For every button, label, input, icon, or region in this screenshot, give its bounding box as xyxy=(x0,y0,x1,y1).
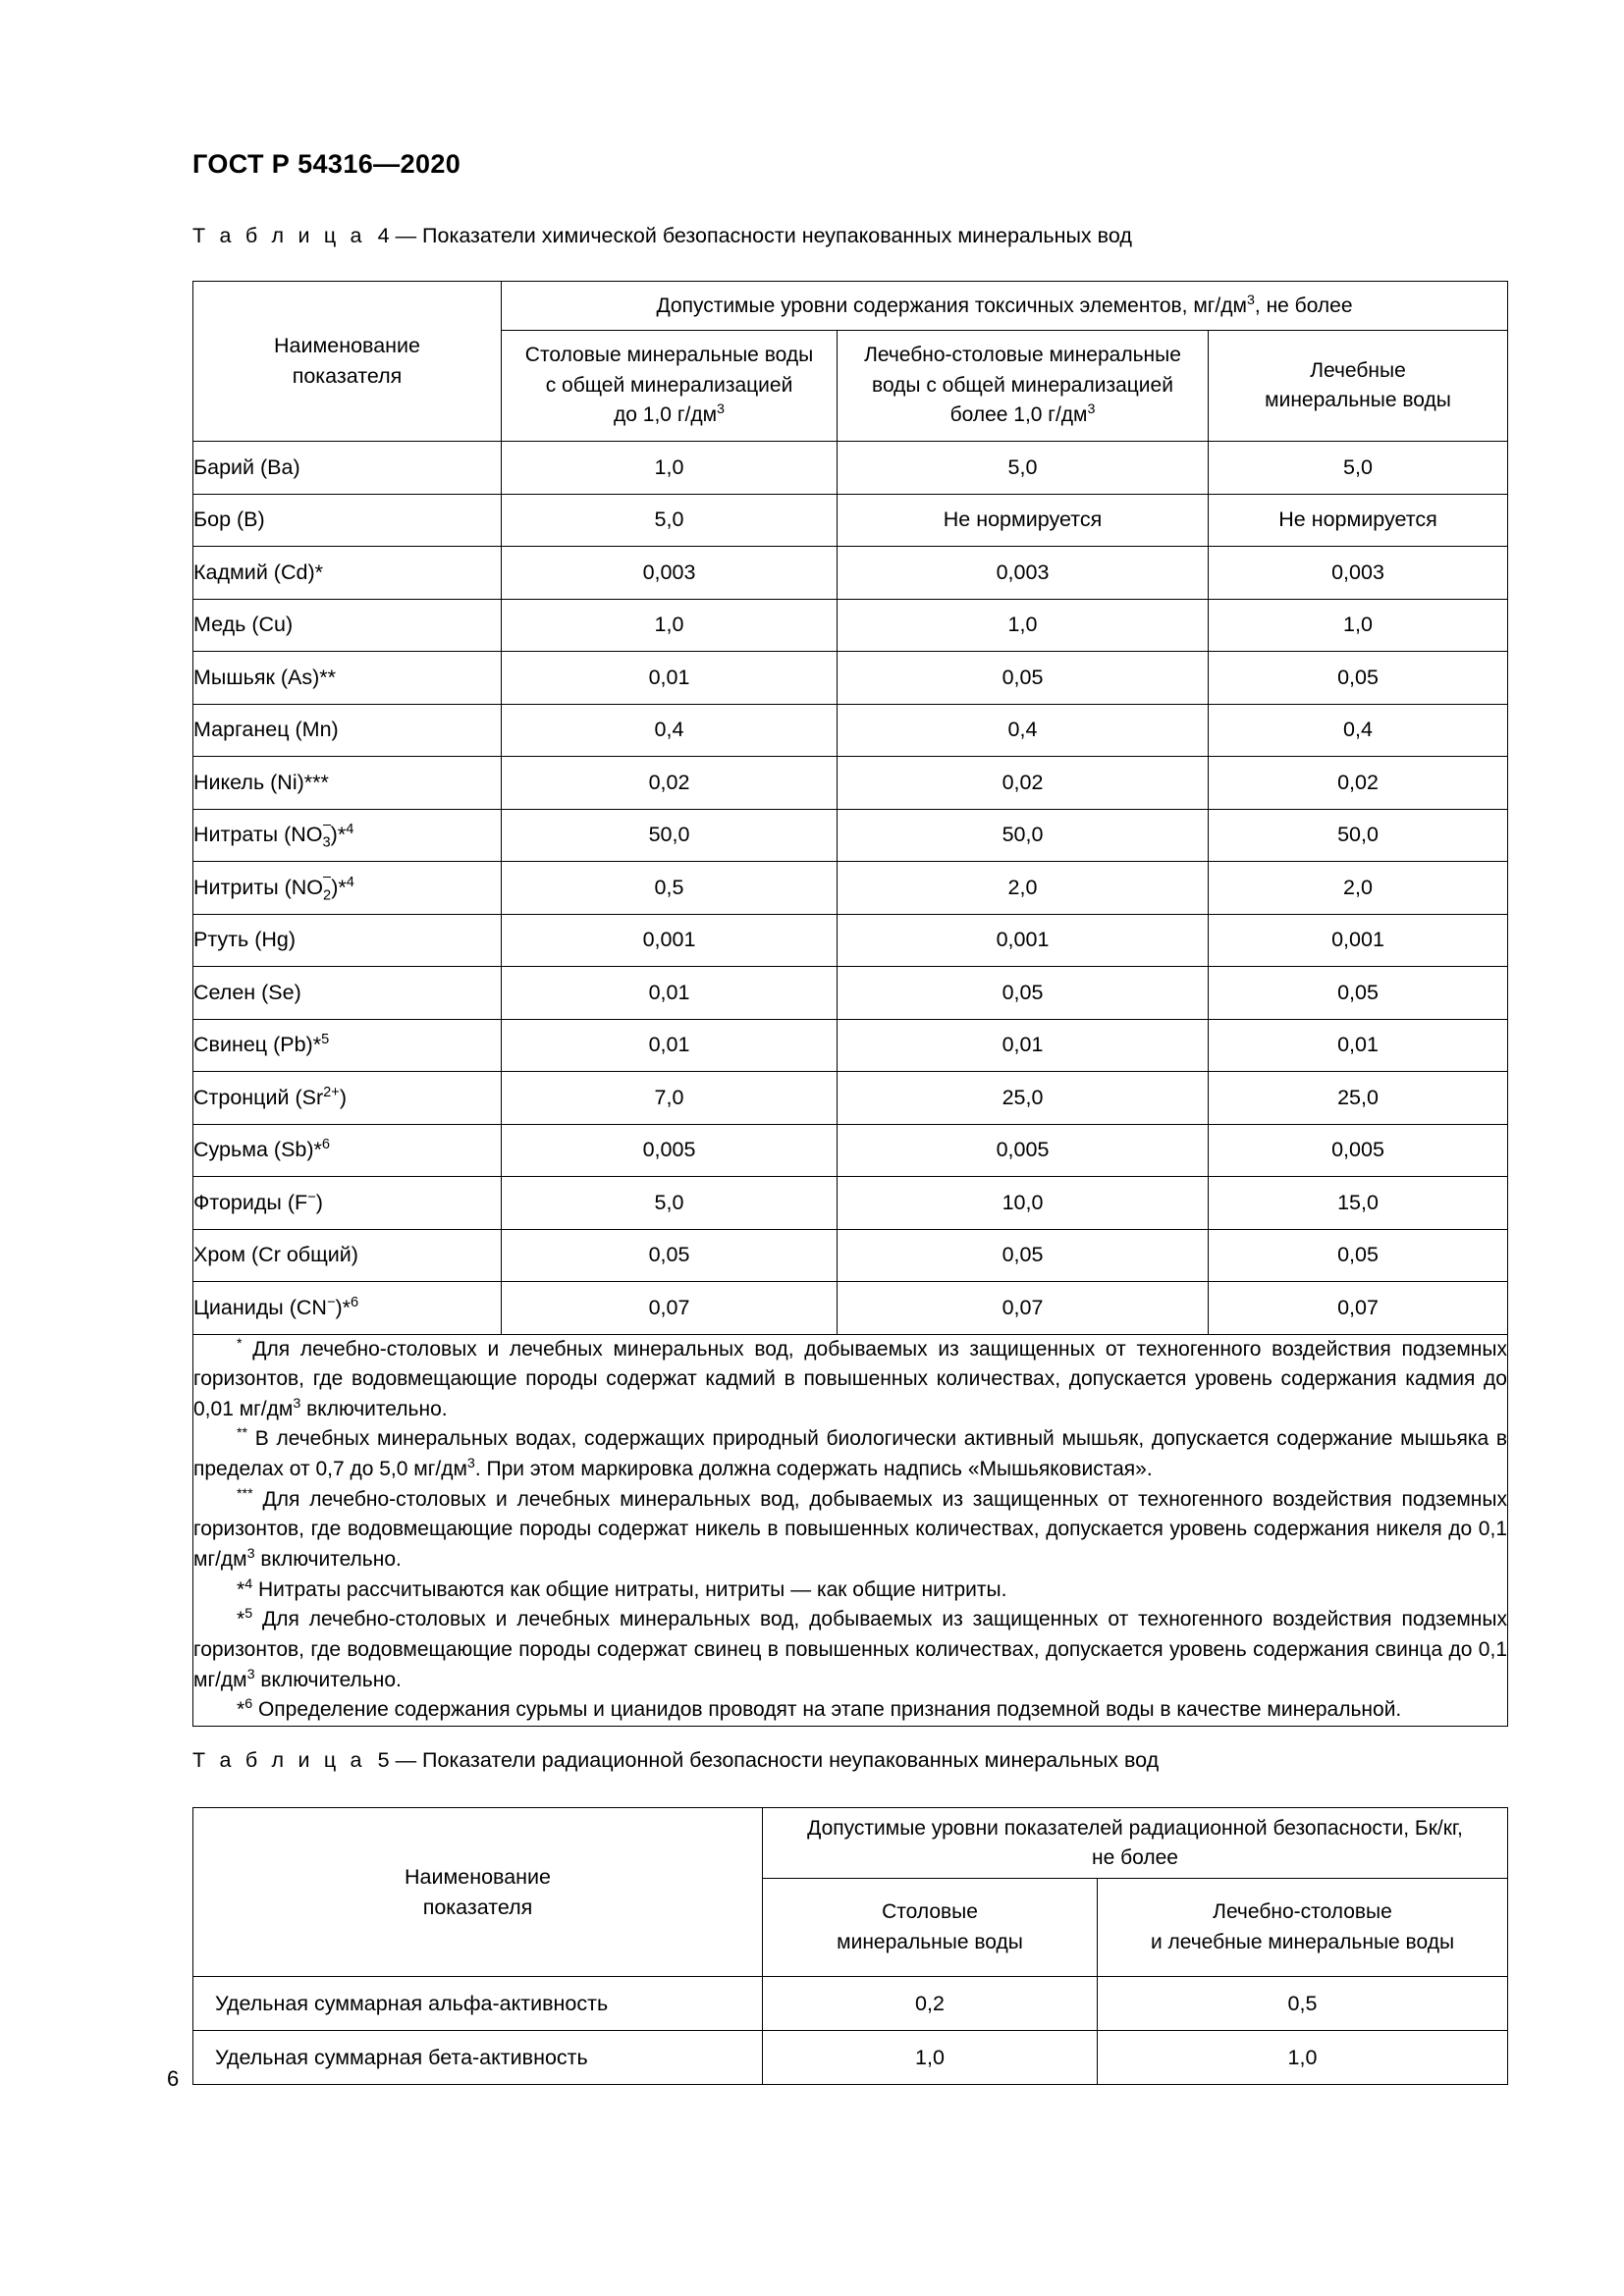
table4-subcol1-line2: с общей минерализацией xyxy=(545,373,793,397)
table-row xyxy=(193,442,1508,495)
table5-header-subcol-2 xyxy=(1098,1879,1508,1977)
table-row xyxy=(193,914,1508,967)
table4-row4-val0: 0,01 xyxy=(502,652,838,705)
table4-group-title-pre: Допустимые уровни содержания токсичных элементов, мг/дм xyxy=(656,294,1247,317)
table4-subcol1-line1: Столовые минеральные воды xyxy=(524,344,814,367)
nitrates-sub-wrap xyxy=(322,823,331,851)
nitrites-sub-wrap xyxy=(323,876,332,904)
table4-caption-prefix: Т а б л и ц а xyxy=(192,224,366,247)
table4-group-title-sup: 3 xyxy=(1246,292,1255,308)
table4-subcol1-line3-sup: 3 xyxy=(717,401,725,418)
footnote-6-text: Определение содержания сурьмы и цианидов проводят на этапе признания подземной воды в качестве минеральной. xyxy=(257,1698,1402,1722)
footnote-2-text: В лечебных минеральных водах, содержащих природный биологически активный мышьяк, допускается содержание мышьяка в пределах от 0,7 до 5,0 мг/дм xyxy=(193,1427,1507,1481)
table5-header-name-line1: Наименование xyxy=(404,1864,552,1889)
table4-row2-val2: 0,003 xyxy=(1209,547,1508,600)
table-row xyxy=(193,1229,1508,1282)
footnote-3-marker: *** xyxy=(237,1485,253,1502)
table4-subcol2-line2: воды с общей минерализацией xyxy=(872,373,1173,397)
fluorides-charge-sup: − xyxy=(307,1189,316,1205)
table4-row8-val0: 0,5 xyxy=(502,862,838,915)
table4-row3-val1: 1,0 xyxy=(838,599,1209,652)
table4-subcol1-line3-pre: до 1,0 г/дм xyxy=(614,403,718,427)
table4-row4-val2: 0,05 xyxy=(1209,652,1508,705)
table4-row10-val2: 0,05 xyxy=(1209,967,1508,1020)
table4-row6-val0: 0,02 xyxy=(502,757,838,810)
table4-subcol2-line3 xyxy=(838,400,1208,430)
table4-group-title-post: , не более xyxy=(1254,294,1353,317)
table-row xyxy=(193,862,1508,915)
table5-caption-text: — Показатели радиационной безопасности неупакованных минеральных вод xyxy=(395,1748,1160,1772)
table5-row0-label: Удельная суммарная альфа-активность xyxy=(193,1977,763,2031)
fluorides-label-post: ) xyxy=(315,1190,323,1214)
table4-row13-val1: 0,005 xyxy=(838,1124,1209,1177)
table5-radiation-safety xyxy=(192,1807,1508,2085)
footnote-2-sup: 3 xyxy=(466,1456,475,1472)
nitrates-minus-bar xyxy=(323,825,331,826)
footnote-5-tail: включительно. xyxy=(254,1668,402,1691)
lead-label-pre: Свинец (Pb)* xyxy=(193,1033,322,1057)
footnote-4-marker: * xyxy=(237,1577,245,1601)
table4-row16-val1: 0,07 xyxy=(838,1282,1209,1335)
table5-header-group-title xyxy=(763,1808,1508,1879)
table4-row15-val2: 0,05 xyxy=(1209,1229,1508,1282)
cyanides-label-pre: Цианиды (CN xyxy=(193,1295,327,1319)
table5-header-name-line2: показателя xyxy=(422,1895,533,1919)
table5-group-title-line2: не более xyxy=(1092,1845,1178,1869)
table4-row3-val0: 1,0 xyxy=(502,599,838,652)
table5-caption xyxy=(192,1748,1159,1773)
table4-subcol3-line1: Лечебные xyxy=(1310,358,1406,382)
table4-row0-val2: 5,0 xyxy=(1209,442,1508,495)
table5-header-row-1 xyxy=(193,1808,1508,1879)
footnote-6-marker-sup: 6 xyxy=(244,1696,253,1713)
footnote-4 xyxy=(193,1575,1507,1606)
footnote-1-text: Для лечебно-столовых и лечебных минеральных вод, добываемых из защищенных от техногенного воздействия подземных горизонтов, где водовмещающие породы содержат кадмий в повышенных количествах, допускается уровень содержания кадмия до 0,01 мг/дм xyxy=(193,1337,1507,1420)
table4-caption xyxy=(192,224,1132,248)
table4-row12-label xyxy=(193,1072,502,1125)
table-row xyxy=(193,1282,1508,1335)
table4-row6-label: Никель (Ni)*** xyxy=(193,757,502,810)
table4-row11-val0: 0,01 xyxy=(502,1019,838,1072)
table4-row0-label: Барий (Ba) xyxy=(193,442,502,495)
table5-subcol1-line2: минеральные воды xyxy=(837,1930,1023,1953)
table5-caption-number: 5 xyxy=(377,1748,390,1772)
footnote-4-text: Нитраты рассчитываются как общие нитраты, нитриты — как общие нитриты. xyxy=(257,1577,1007,1601)
table4-header-subcol-3 xyxy=(1209,331,1508,442)
table4-row9-val0: 0,001 xyxy=(502,914,838,967)
table4-header-row-1 xyxy=(193,282,1508,331)
table4-row1-val1: Не нормируется xyxy=(838,494,1209,547)
table4-row4-val1: 0,05 xyxy=(838,652,1209,705)
table-row xyxy=(193,494,1508,547)
table4-header-name-col xyxy=(193,282,502,442)
table4-row13-label xyxy=(193,1124,502,1177)
table4-row14-val1: 10,0 xyxy=(838,1177,1209,1230)
footnote-2-marker: ** xyxy=(237,1425,248,1442)
table4-row2-val0: 0,003 xyxy=(502,547,838,600)
table4-footnotes xyxy=(193,1334,1508,1727)
table5-row0-val1: 0,5 xyxy=(1098,1977,1508,2031)
footnote-5-sup: 3 xyxy=(246,1666,255,1682)
strontium-charge-sup: 2+ xyxy=(323,1084,340,1100)
nitrates-sub: 3 xyxy=(322,834,331,851)
table-row xyxy=(193,599,1508,652)
footnote-3-sup: 3 xyxy=(246,1546,255,1563)
footnote-1-tail: включительно. xyxy=(300,1397,448,1420)
table4-row16-label xyxy=(193,1282,502,1335)
table4-subcol2-line3-sup: 3 xyxy=(1087,401,1096,418)
nitrites-sub: 2 xyxy=(323,887,332,904)
table-row xyxy=(193,1177,1508,1230)
table4-header-subcol-1 xyxy=(502,331,838,442)
table5-row1-val1: 1,0 xyxy=(1098,2031,1508,2085)
table4-row13-val2: 0,005 xyxy=(1209,1124,1508,1177)
table4-row3-val2: 1,0 xyxy=(1209,599,1508,652)
table4-subcol1-line3 xyxy=(502,400,837,430)
footnote-5-marker-sup: 5 xyxy=(244,1606,253,1623)
table4-row0-val1: 5,0 xyxy=(838,442,1209,495)
table4-row8-val1: 2,0 xyxy=(838,862,1209,915)
footnote-5 xyxy=(193,1605,1507,1695)
table4-row7-val1: 50,0 xyxy=(838,809,1209,862)
table-row xyxy=(193,547,1508,600)
table4-row15-val0: 0,05 xyxy=(502,1229,838,1282)
table-row xyxy=(193,652,1508,705)
strontium-label-pre: Стронций (Sr xyxy=(193,1085,324,1109)
footnote-3-tail: включительно. xyxy=(254,1548,402,1572)
fluorides-label-pre: Фториды (F xyxy=(193,1190,308,1214)
nitrites-note-sup: 4 xyxy=(346,874,354,890)
antimony-note-sup: 6 xyxy=(321,1137,331,1153)
table5-caption-prefix: Т а б л и ц а xyxy=(192,1748,366,1772)
table4-row4-label: Мышьяк (As)** xyxy=(193,652,502,705)
footnote-5-text: Для лечебно-столовых и лечебных минеральных вод, добываемых из защищенных от техногенного воздействия подземных горизонтов, где водовмещающие породы содержат свинец в повышенных количествах, допускается уровень содержания свинца до 0,1 мг/дм xyxy=(193,1608,1507,1691)
table4-row15-label: Хром (Cr общий) xyxy=(193,1229,502,1282)
table4-row12-val2: 25,0 xyxy=(1209,1072,1508,1125)
table-row xyxy=(193,967,1508,1020)
table4-row15-val1: 0,05 xyxy=(838,1229,1209,1282)
table4-caption-number: 4 xyxy=(377,224,390,247)
table4-row7-val2: 50,0 xyxy=(1209,809,1508,862)
table4-row1-label: Бор (B) xyxy=(193,494,502,547)
table5-subcol2-line1: Лечебно-столовые xyxy=(1213,1900,1392,1924)
table4-row0-val0: 1,0 xyxy=(502,442,838,495)
table4-header-name-line2: показателя xyxy=(292,364,403,388)
table4-row9-label: Ртуть (Hg) xyxy=(193,914,502,967)
footnote-5-marker: * xyxy=(237,1608,245,1631)
table4-row5-val0: 0,4 xyxy=(502,704,838,757)
footnote-3-text: Для лечебно-столовых и лечебных минеральных вод, добываемых из защищенных от техногенного воздействия подземных горизонтов, где водовмещающие породы содержат никель в повышенных количествах, допускается уровень содержания никеля до 0,1 мг/дм xyxy=(193,1487,1507,1572)
lead-note-sup: 5 xyxy=(321,1032,330,1048)
table-row xyxy=(193,1019,1508,1072)
table4-row5-val2: 0,4 xyxy=(1209,704,1508,757)
table4-footnotes-row xyxy=(193,1334,1508,1727)
table4-row8-label xyxy=(193,862,502,915)
table-row xyxy=(193,757,1508,810)
strontium-label-post: ) xyxy=(339,1085,347,1109)
nitrates-label-post: )* xyxy=(330,823,347,847)
table-row xyxy=(193,809,1508,862)
table5-row1-label: Удельная суммарная бета-активность xyxy=(193,2031,763,2085)
nitrates-label-pre: Нитраты (NO xyxy=(193,823,323,847)
table5-subcol2-line2: и лечебные минеральные воды xyxy=(1150,1930,1455,1953)
table4-caption-text: — Показатели химической безопасности неупакованных минеральных вод xyxy=(395,224,1132,247)
table4-row8-val2: 2,0 xyxy=(1209,862,1508,915)
footnote-4-marker-sup: 4 xyxy=(244,1575,253,1592)
table5-header-subcol-1 xyxy=(763,1879,1098,1977)
table4-row16-val2: 0,07 xyxy=(1209,1282,1508,1335)
footnote-6 xyxy=(193,1695,1507,1726)
table4-header-name-line1: Наименование xyxy=(273,334,421,358)
table4-row1-val0: 5,0 xyxy=(502,494,838,547)
table4-subcol3-line2: минеральные воды xyxy=(1265,389,1451,411)
table4-row6-val2: 0,02 xyxy=(1209,757,1508,810)
table4-chemical-safety xyxy=(192,281,1508,1727)
table5-subcol1-line1: Столовые xyxy=(882,1900,978,1924)
footnote-1-sup: 3 xyxy=(293,1395,301,1412)
table4-subcol2-line3-pre: более 1,0 г/дм xyxy=(949,403,1088,427)
cyanides-label-post: )* xyxy=(335,1295,352,1319)
table4-row11-label xyxy=(193,1019,502,1072)
table5-row1-val0: 1,0 xyxy=(763,2031,1098,2085)
table5-group-title-line1: Допустимые уровни показателей радиационной безопасности, Бк/кг, xyxy=(807,1817,1463,1841)
footnote-1 xyxy=(193,1335,1507,1425)
table5-header-name-col xyxy=(193,1808,763,1977)
table4-row11-val2: 0,01 xyxy=(1209,1019,1508,1072)
page-number: 6 xyxy=(167,2066,180,2091)
footnote-1-marker: * xyxy=(237,1335,243,1352)
table4-header-subcol-2 xyxy=(838,331,1209,442)
table4-row14-val0: 5,0 xyxy=(502,1177,838,1230)
cyanides-note-sup: 6 xyxy=(351,1294,359,1310)
table4-row10-label: Селен (Se) xyxy=(193,967,502,1020)
nitrites-label-pre: Нитриты (NO xyxy=(193,875,324,899)
table5-row0-val0: 0,2 xyxy=(763,1977,1098,2031)
table4-row12-val1: 25,0 xyxy=(838,1072,1209,1125)
table4-row5-val1: 0,4 xyxy=(838,704,1209,757)
table4-row2-val1: 0,003 xyxy=(838,547,1209,600)
footnote-3 xyxy=(193,1485,1507,1575)
table4-header-group-title xyxy=(502,282,1508,331)
table4-row7-val0: 50,0 xyxy=(502,809,838,862)
table-row xyxy=(193,1072,1508,1125)
footnote-6-marker: * xyxy=(237,1698,245,1722)
table4-row13-val0: 0,005 xyxy=(502,1124,838,1177)
nitrites-label-post: )* xyxy=(331,875,347,899)
table4-row6-val1: 0,02 xyxy=(838,757,1209,810)
table4-row7-label xyxy=(193,809,502,862)
table4-row16-val0: 0,07 xyxy=(502,1282,838,1335)
table4-row3-label: Медь (Cu) xyxy=(193,599,502,652)
table4-row11-val1: 0,01 xyxy=(838,1019,1209,1072)
table4-row1-val2: Не нормируется xyxy=(1209,494,1508,547)
table4-row10-val1: 0,05 xyxy=(838,967,1209,1020)
cyanides-charge-sup: − xyxy=(326,1294,336,1310)
table-row xyxy=(193,1977,1508,2031)
table4-row14-val2: 15,0 xyxy=(1209,1177,1508,1230)
table4-row14-label xyxy=(193,1177,502,1230)
table4-row10-val0: 0,01 xyxy=(502,967,838,1020)
table-row xyxy=(193,704,1508,757)
antimony-label-pre: Сурьма (Sb)* xyxy=(193,1138,322,1162)
table4-row9-val1: 0,001 xyxy=(838,914,1209,967)
table-row xyxy=(193,2031,1508,2085)
footnote-2 xyxy=(193,1424,1507,1484)
table4-subcol2-line1: Лечебно-столовые минеральные xyxy=(864,344,1181,367)
table4-row5-label: Марганец (Mn) xyxy=(193,704,502,757)
table4-row12-val0: 7,0 xyxy=(502,1072,838,1125)
table-row xyxy=(193,1124,1508,1177)
nitrites-minus-bar xyxy=(323,877,331,878)
table4-row2-label: Кадмий (Cd)* xyxy=(193,547,502,600)
table4-row9-val2: 0,001 xyxy=(1209,914,1508,967)
document-header: ГОСТ Р 54316—2020 xyxy=(192,149,461,179)
nitrates-note-sup: 4 xyxy=(346,822,354,838)
footnote-2-tail: . При этом маркировка должна содержать надпись «Мышьяковистая». xyxy=(474,1458,1153,1481)
